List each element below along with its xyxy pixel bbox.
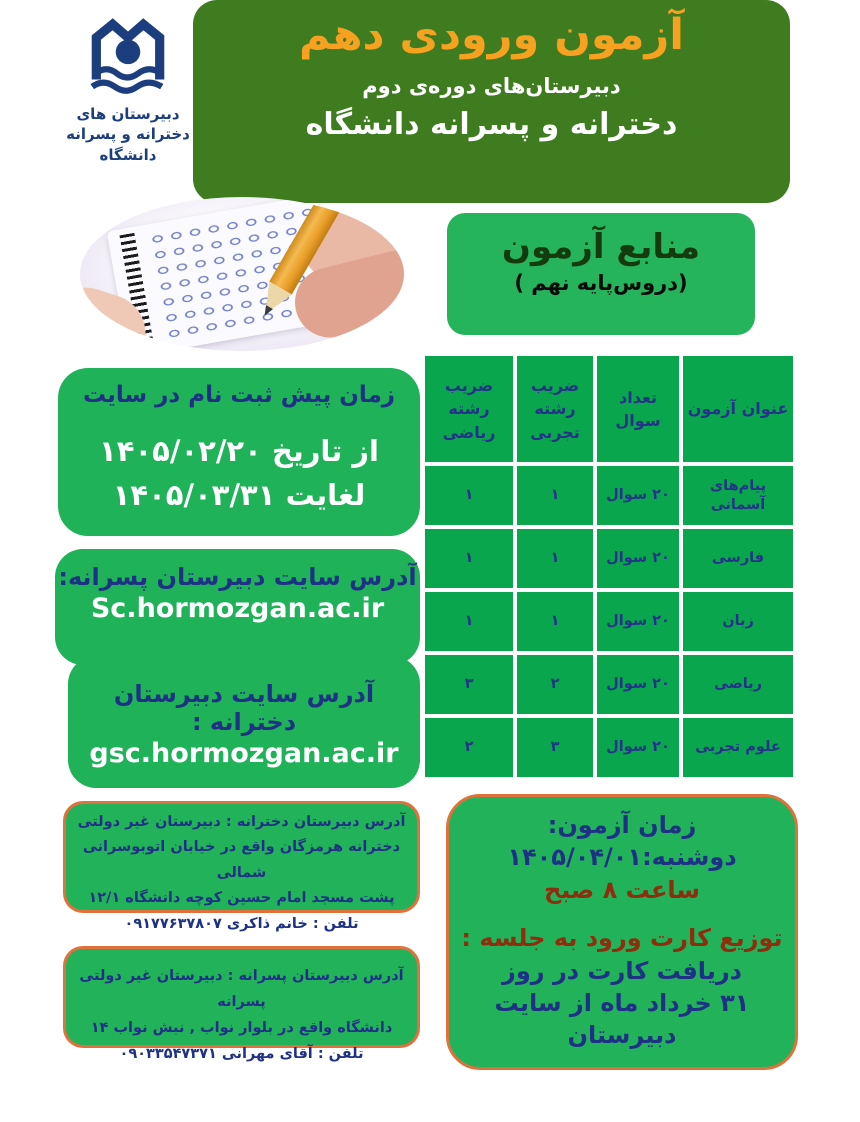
table-cell-count: ۲۰ سوال — [597, 466, 679, 525]
table-cell-riazi: ۱ — [425, 466, 513, 525]
logo-text-line3: دانشگاه — [99, 145, 157, 164]
exam-hour: ساعت ۸ صبح — [543, 875, 701, 904]
exam-time-heading: زمان آزمون: — [547, 811, 697, 839]
table-cell-tajrobi: ۱ — [517, 592, 593, 651]
table-header-exam-title: عنوان آزمون — [683, 356, 793, 462]
table-cell-count: ۲۰ سوال — [597, 655, 679, 714]
exam-subjects-table — [425, 356, 793, 777]
table-cell-subject: علوم تجربی — [683, 718, 793, 777]
logo-text-line2: دخترانه و پسرانه — [66, 125, 190, 144]
boys-site-box — [55, 549, 420, 665]
table-cell-tajrobi: ۱ — [517, 529, 593, 588]
boys-address-phone: تلفن : آقای مهرانی ۰۹۰۳۳۵۴۷۳۷۱ — [119, 1046, 364, 1063]
exam-sources-subtitle: (دروس‌پایه نهم ) — [514, 271, 688, 295]
card-distribution-heading: توزیع کارت ورود به جلسه : — [461, 924, 783, 953]
table-cell-count: ۲۰ سوال — [597, 529, 679, 588]
poster-subtitle-1: دبیرستان‌های دوره‌ی دوم — [362, 73, 621, 98]
girls-address-phone: تلفن : خانم ذاکری ۰۹۱۷۷۶۳۷۸۰۷ — [124, 915, 359, 932]
girls-address-box — [63, 801, 420, 932]
girls-address-line: پشت مسجد امام حسین کوچه دانشگاه ۱۲/۱ — [88, 890, 395, 907]
title-banner — [193, 0, 790, 203]
girls-site-url: gsc.hormozgan.ac.ir — [89, 738, 399, 769]
university-logo — [52, 10, 204, 165]
exam-time-box — [446, 794, 798, 1070]
university-logo-icon — [82, 10, 174, 102]
exam-date: دوشنبه:۱۴۰۵/۰۴/۰۱ — [507, 843, 737, 872]
logo-text-line1: دبیرستان های — [76, 105, 180, 123]
registration-heading: زمان پیش ثبت نام در سایت — [82, 382, 396, 408]
table-cell-count: ۲۰ سوال — [597, 592, 679, 651]
boys-site-url: Sc.hormozgan.ac.ir — [90, 593, 385, 624]
boys-site-label: آدرس سایت دبیرستان پسرانه: — [58, 563, 417, 591]
table-cell-count: ۲۰ سوال — [597, 718, 679, 777]
exam-sources-box — [447, 213, 755, 335]
spacer — [449, 906, 795, 922]
table-cell-tajrobi: ۳ — [517, 718, 593, 777]
boys-address-line: آدرس دبیرستان پسرانه : دبیرستان غیر دولتی پسرانه — [79, 968, 404, 1011]
table-cell-subject: ریاضی — [683, 655, 793, 714]
table-header-riazi-coefficient: ضریب رشته ریاضی — [425, 356, 513, 462]
boys-address-box — [63, 946, 420, 1063]
boys-address-line: دانشگاه واقع در بلوار نواب , نبش نواب ۱۴ — [90, 1020, 393, 1037]
card-distribution-line: ۳۱ خرداد ماه از سایت — [494, 988, 750, 1017]
exam-sources-title: منابع آزمون — [501, 227, 701, 267]
registration-end-date: لغایت ۱۴۰۵/۰۳/۳۱ — [112, 477, 366, 512]
girls-address-line: آدرس دبیرستان دخترانه : دبیرستان غیر دولتی — [77, 814, 406, 830]
table-cell-riazi: ۳ — [425, 655, 513, 714]
poster-subtitle-2: دخترانه و پسرانه دانشگاه — [305, 106, 678, 142]
girls-site-label: آدرس سایت دبیرستان دخترانه : — [113, 680, 375, 736]
card-distribution-line: دریافت کارت در روز — [502, 956, 742, 985]
table-header-tajrobi-coefficient: ضریب رشته تجربی — [517, 356, 593, 462]
registration-start-date: از تاریخ ۱۴۰۵/۰۲/۲۰ — [99, 434, 379, 468]
card-distribution-line: دبیرستان — [567, 1021, 677, 1050]
table-cell-subject: فارسی — [683, 529, 793, 588]
table-cell-subject: پیام‌های آسمانی — [683, 466, 793, 525]
girls-address-line: دخترانه هرمزگان واقع در خیابان اتوبوسرانی شمالی — [82, 839, 401, 881]
poster-title: آزمون ورودی دهم — [298, 10, 684, 60]
registration-time-box — [58, 368, 420, 536]
table-cell-tajrobi: ۱ — [517, 466, 593, 525]
girls-site-box — [68, 656, 420, 788]
table-cell-riazi: ۲ — [425, 718, 513, 777]
table-cell-tajrobi: ۲ — [517, 655, 593, 714]
table-cell-riazi: ۱ — [425, 529, 513, 588]
table-header-question-count: تعداد سوال — [597, 356, 679, 462]
table-cell-riazi: ۱ — [425, 592, 513, 651]
table-cell-subject: زبان — [683, 592, 793, 651]
answer-sheet-photo — [80, 197, 404, 351]
